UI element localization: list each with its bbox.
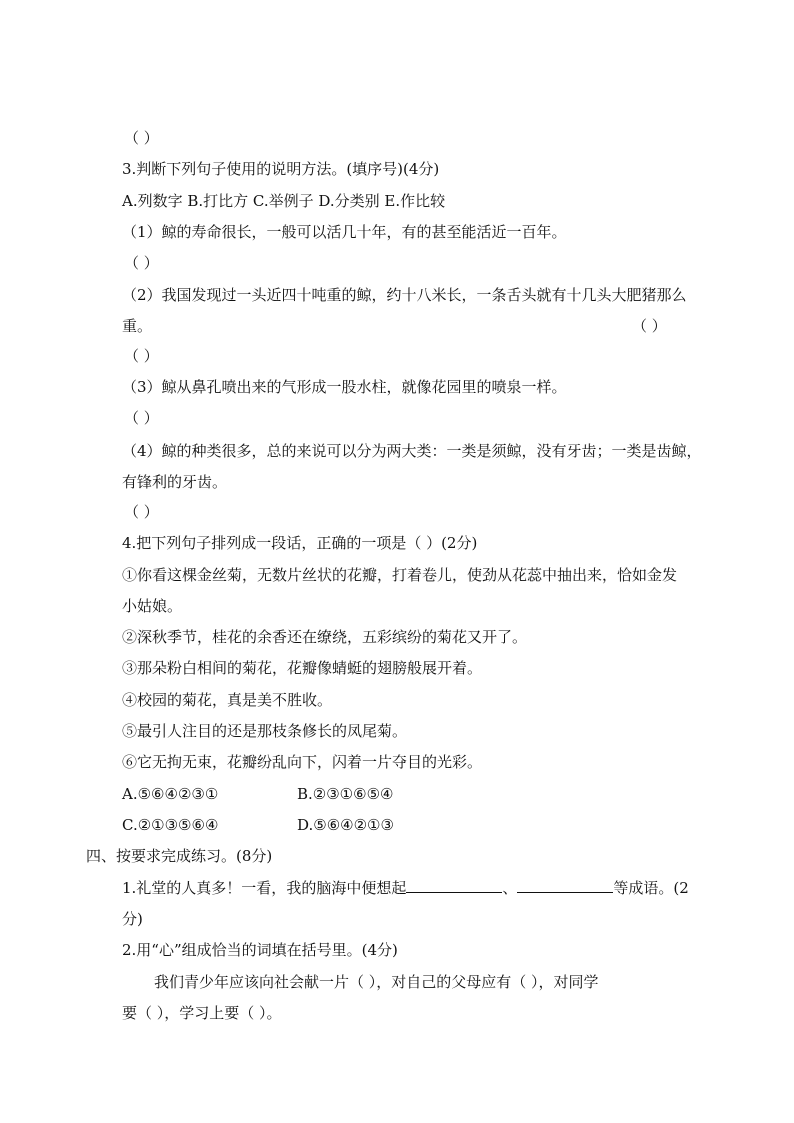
ordering-sentence: ⑤最引人注目的还是那枝条修长的凤尾菊。 xyxy=(122,722,408,740)
ordering-sentence-continued: 小姑娘。 xyxy=(122,597,183,615)
fill-in-question-continued: 分) xyxy=(122,910,143,928)
paragraph-line: 我们青少年应该向社会献一片（ ），对自己的父母应有（ ），对同学 xyxy=(154,973,599,991)
question-heading: 3.判断下列句子使用的说明方法。(填序号)(4分) xyxy=(122,160,440,178)
sentence-item: （3）鲸从鼻孔喷出来的气形成一股水柱，就像花园里的喷泉一样。 xyxy=(122,378,567,396)
ordering-sentence: ①你看这棵金丝菊，无数片丝状的花瓣，打着卷儿，使劲从花蕊中抽出来，恰如金发 xyxy=(122,566,678,584)
paragraph-line: 要（ ），学习上要（ ）。 xyxy=(122,1004,282,1022)
ordering-sentence: ③那朵粉白相间的菊花，花瓣像蜻蜓的翅膀般展开着。 xyxy=(122,659,483,677)
sentence-item: （2）我国发现过一头近四十吨重的鲸，约十八米长，一条舌头就有十几头大肥猪那么 xyxy=(122,286,687,304)
answer-paren: （ ） xyxy=(124,129,159,147)
sentence-item-continued: 有锋利的牙齿。 xyxy=(122,473,228,491)
method-options: A.列数字 B.打比方 C.举例子 D.分类别 E.作比较 xyxy=(122,192,446,210)
answer-paren: （ ） xyxy=(124,254,159,272)
answer-paren: （ ） xyxy=(124,347,159,365)
sentence-item-continued: 重。 xyxy=(122,317,153,335)
answer-paren: （ ） xyxy=(124,503,159,521)
fill-separator: 、 xyxy=(502,879,518,897)
fill-text: 等成语。(2 xyxy=(613,879,689,897)
sentence-item: （4）鲸的种类很多，总的来说可以分为两大类：一类是须鲸，没有牙齿；一类是齿鲸， xyxy=(122,442,702,460)
choice-d: D.⑤⑥④②①③ xyxy=(297,816,394,834)
choice-c: C.②①③⑤⑥④ xyxy=(122,816,219,834)
ordering-sentence: ⑥它无拘无束，花瓣纷乱向下，闪着一片夺目的光彩。 xyxy=(122,753,483,771)
ordering-sentence: ④校园的菊花，真是美不胜收。 xyxy=(122,691,333,709)
sentence-item: （1）鲸的寿命很长，一般可以活几十年，有的甚至能活近一百年。 xyxy=(122,223,567,241)
fill-text: 1.礼堂的人真多！一看，我的脑海中便想起 xyxy=(122,879,407,897)
choice-a: A.⑤⑥④②③① xyxy=(122,785,219,803)
answer-paren: （ ） xyxy=(124,409,159,427)
question-heading: 2.用“心”组成恰当的词填在括号里。(4分) xyxy=(122,941,398,959)
choice-b: B.②③①⑥⑤④ xyxy=(297,785,394,803)
answer-paren: （ ） xyxy=(632,317,667,335)
section-heading: 四、按要求完成练习。(8分) xyxy=(86,847,273,865)
question-heading: 4.把下列句子排列成一段话，正确的一项是（ ）(2分) xyxy=(122,534,478,552)
fill-in-question xyxy=(122,878,689,898)
answer-blank[interactable] xyxy=(406,878,502,893)
ordering-sentence: ②深秋季节，桂花的余香还在缭绕，五彩缤纷的菊花又开了。 xyxy=(122,628,528,646)
answer-blank[interactable] xyxy=(517,878,613,893)
